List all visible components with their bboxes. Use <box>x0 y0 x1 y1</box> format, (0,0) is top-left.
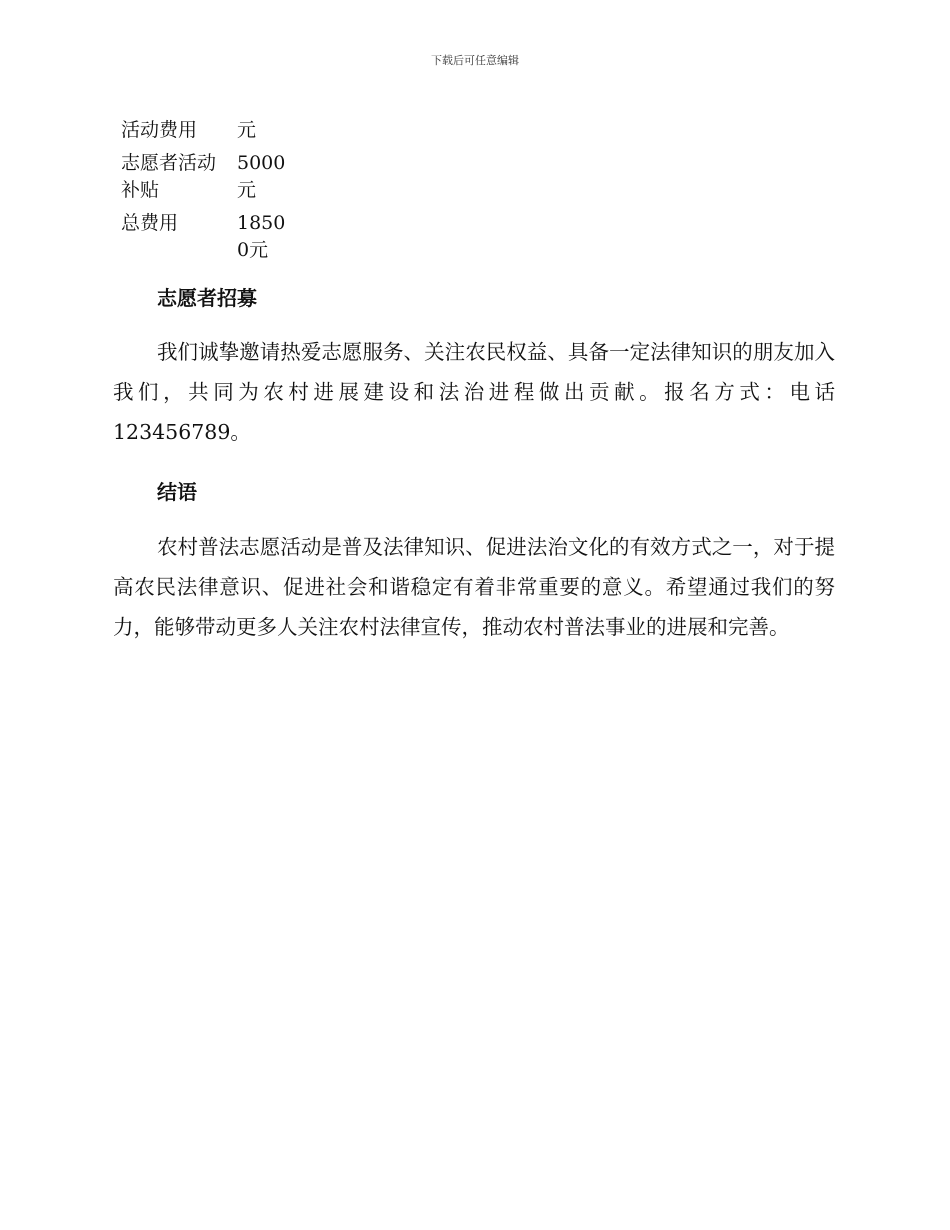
cost-item-value: 5000元 <box>237 152 286 201</box>
cost-item-value: 元 <box>237 119 257 141</box>
cost-item-name: 志愿者活动补贴 <box>121 152 217 201</box>
cost-item-name: 活动费用 <box>121 119 198 141</box>
section-body-recruitment: 我们诚挚邀请热爱志愿服务、关注农民权益、具备一定法律知识的朋友加入我们，共同为农村进展建设和法治进程做出贡献。报名方式：电话123456789。 <box>113 340 835 444</box>
cost-table <box>114 114 299 267</box>
cost-item-value: 18500元 <box>237 212 286 261</box>
table-row <box>114 147 299 207</box>
table-row <box>114 207 299 267</box>
table-row <box>114 114 299 147</box>
section-body-conclusion: 农村普法志愿活动是普及法律知识、促进法治文化的有效方式之一，对于提高农民法律意识、促进社会和谐稳定有着非常重要的意义。希望通过我们的努力，能够带动更多人关注农村法律宣传，推动农村普法事业的进展和完善。 <box>113 535 835 639</box>
section-heading-conclusion: 结语 <box>157 480 197 504</box>
section-heading-recruitment: 志愿者招募 <box>157 286 257 310</box>
cost-item-name: 总费用 <box>121 212 179 234</box>
page-header: 下载后可任意编辑 <box>431 54 519 67</box>
